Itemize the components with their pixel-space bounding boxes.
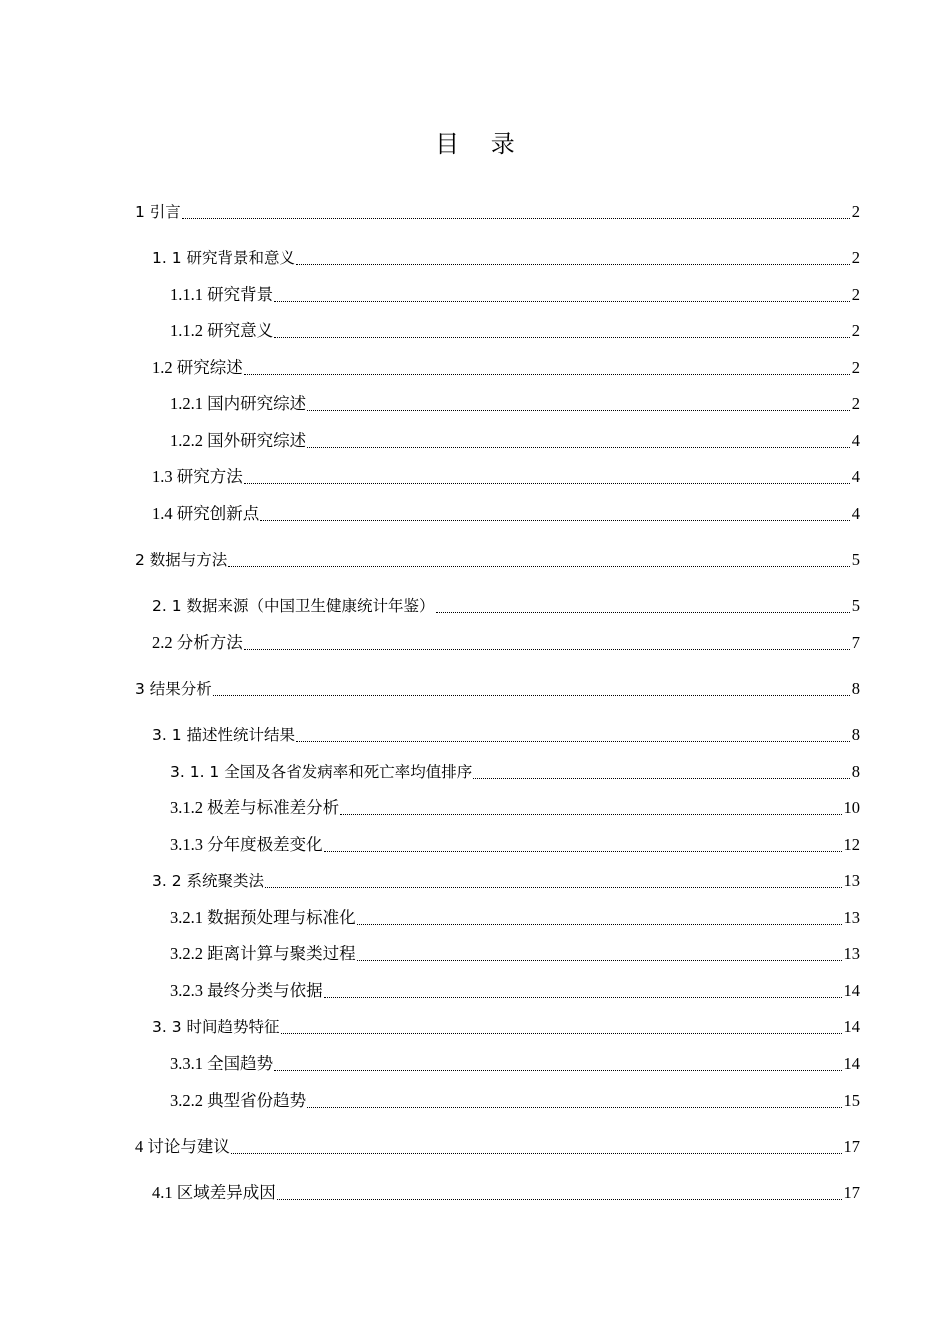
toc-entry-label: 1.1.2 研究意义 bbox=[170, 321, 274, 340]
toc-entry-3-2[interactable] bbox=[152, 869, 860, 893]
dot-leader bbox=[230, 1135, 844, 1159]
toc-entry-3-1-2[interactable] bbox=[170, 796, 860, 820]
toc-entry-3-3-2[interactable] bbox=[170, 1089, 860, 1113]
toc-entry-page: 10 bbox=[843, 798, 860, 817]
toc-entry-page: 2 bbox=[851, 248, 860, 267]
toc-entry-page: 8 bbox=[851, 679, 860, 698]
dot-leader bbox=[276, 1181, 844, 1205]
toc-entry-3-1[interactable] bbox=[152, 723, 860, 747]
toc-entry-3-1-3[interactable] bbox=[170, 833, 860, 857]
toc-entry-label: 4.1 区域差异成因 bbox=[152, 1183, 276, 1202]
dot-leader bbox=[243, 356, 852, 380]
toc-entry-page: 2 bbox=[851, 358, 860, 377]
toc-entry-page: 13 bbox=[843, 944, 860, 963]
toc-entry-label: 3.2.1 数据预处理与标准化 bbox=[170, 908, 356, 927]
dot-leader bbox=[435, 594, 852, 618]
toc-entry-chapter-4[interactable] bbox=[135, 1135, 860, 1159]
toc-entry-label: 2. 1 数据来源（中国卫生健康统计年鉴） bbox=[152, 597, 435, 615]
toc-entry-page: 8 bbox=[851, 762, 860, 781]
toc-entry-3-2-2[interactable] bbox=[170, 942, 860, 966]
dot-leader bbox=[339, 796, 843, 820]
toc-entry-page: 13 bbox=[843, 871, 860, 890]
dot-leader bbox=[212, 677, 852, 701]
dot-leader bbox=[306, 1089, 843, 1113]
toc-entry-page: 7 bbox=[851, 633, 860, 652]
dot-leader bbox=[227, 548, 851, 572]
toc-entry-page: 4 bbox=[851, 431, 860, 450]
toc-entry-page: 2 bbox=[851, 321, 860, 340]
dot-leader bbox=[243, 465, 852, 489]
toc-entry-label: 1.2 研究综述 bbox=[152, 358, 243, 377]
toc-entry-page: 5 bbox=[851, 596, 860, 615]
toc-entry-label: 3.3.1 全国趋势 bbox=[170, 1054, 274, 1073]
dot-leader bbox=[295, 723, 852, 747]
toc-entry-1-2[interactable] bbox=[152, 356, 860, 380]
toc-entry-3-3-1[interactable] bbox=[170, 1052, 860, 1076]
toc-entry-page: 14 bbox=[843, 1017, 860, 1036]
toc-entry-label: 3.1.3 分年度极差变化 bbox=[170, 835, 323, 854]
toc-entry-label: 1.2.1 国内研究综述 bbox=[170, 394, 307, 413]
toc-entry-4-1[interactable] bbox=[152, 1181, 860, 1205]
toc-entry-1-2-1[interactable] bbox=[170, 392, 860, 416]
toc-entry-label: 3 结果分析 bbox=[135, 680, 212, 698]
toc-entry-1-3[interactable] bbox=[152, 465, 860, 489]
dot-leader bbox=[273, 319, 852, 343]
toc-entry-page: 2 bbox=[851, 285, 860, 304]
toc-entry-chapter-2[interactable] bbox=[135, 548, 860, 572]
dot-leader bbox=[323, 833, 844, 857]
dot-leader bbox=[295, 246, 852, 270]
toc-entry-label: 4 讨论与建议 bbox=[135, 1137, 230, 1156]
toc-entry-page: 13 bbox=[843, 908, 860, 927]
toc-entry-label: 1. 1 研究背景和意义 bbox=[152, 249, 296, 267]
dot-leader bbox=[280, 1015, 844, 1039]
toc-entry-2-1[interactable] bbox=[152, 594, 860, 618]
toc-entry-label: 3. 1 描述性统计结果 bbox=[152, 726, 296, 744]
dot-leader bbox=[356, 942, 844, 966]
toc-title: 目 录 bbox=[435, 130, 527, 158]
toc-entry-2-2[interactable] bbox=[152, 631, 860, 655]
toc-entry-page: 2 bbox=[851, 202, 860, 221]
toc-entry-label: 1.2.2 国外研究综述 bbox=[170, 431, 307, 450]
toc-entry-3-3[interactable] bbox=[152, 1015, 860, 1039]
dot-leader bbox=[323, 979, 844, 1003]
toc-entry-label: 3.2.2 距离计算与聚类过程 bbox=[170, 944, 356, 963]
toc-entry-3-1-1[interactable] bbox=[170, 760, 860, 784]
toc-entry-page: 2 bbox=[851, 394, 860, 413]
toc-entry-1-1[interactable] bbox=[152, 246, 860, 270]
dot-leader bbox=[181, 200, 852, 224]
toc-entry-page: 4 bbox=[851, 504, 860, 523]
toc-entry-label: 3. 2 系统聚类法 bbox=[152, 872, 265, 890]
toc-entry-3-2-1[interactable] bbox=[170, 906, 860, 930]
toc-entry-page: 17 bbox=[843, 1183, 860, 1202]
toc-entry-label: 1 引言 bbox=[135, 203, 181, 221]
toc-entry-page: 12 bbox=[843, 835, 860, 854]
toc-entry-page: 17 bbox=[843, 1137, 860, 1156]
toc-entry-3-2-3[interactable] bbox=[170, 979, 860, 1003]
toc-entry-1-1-1[interactable] bbox=[170, 283, 860, 307]
toc-entry-page: 14 bbox=[843, 981, 860, 1000]
toc-entry-label: 1.4 研究创新点 bbox=[152, 504, 260, 523]
toc-entry-label: 1.3 研究方法 bbox=[152, 467, 243, 486]
toc-entry-label: 2.2 分析方法 bbox=[152, 633, 243, 652]
toc-entry-label: 3.2.2 典型省份趋势 bbox=[170, 1091, 307, 1110]
dot-leader bbox=[306, 429, 852, 453]
toc-entry-chapter-3[interactable] bbox=[135, 677, 860, 701]
dot-leader bbox=[243, 631, 852, 655]
toc-entry-page: 5 bbox=[851, 550, 860, 569]
toc-entry-chapter-1[interactable] bbox=[135, 200, 860, 224]
toc-entry-page: 8 bbox=[851, 725, 860, 744]
dot-leader bbox=[472, 760, 852, 784]
toc-entry-label: 1.1.1 研究背景 bbox=[170, 285, 274, 304]
toc-entry-1-2-2[interactable] bbox=[170, 429, 860, 453]
dot-leader bbox=[356, 906, 844, 930]
dot-leader bbox=[273, 283, 852, 307]
toc-entry-label: 3. 1. 1 全国及各省发病率和死亡率均值排序 bbox=[170, 763, 473, 781]
toc-entry-label: 2 数据与方法 bbox=[135, 551, 228, 569]
dot-leader bbox=[306, 392, 852, 416]
dot-leader bbox=[273, 1052, 843, 1076]
toc-entry-1-1-2[interactable] bbox=[170, 319, 860, 343]
dot-leader bbox=[259, 502, 852, 526]
toc-entry-label: 3.1.2 极差与标准差分析 bbox=[170, 798, 340, 817]
toc-entry-label: 3.2.3 最终分类与依据 bbox=[170, 981, 323, 1000]
toc-entry-page: 14 bbox=[843, 1054, 860, 1073]
toc-entry-label: 3. 3 时间趋势特征 bbox=[152, 1018, 280, 1036]
toc-entry-page: 15 bbox=[843, 1091, 860, 1110]
dot-leader bbox=[264, 869, 843, 893]
toc-entry-page: 4 bbox=[851, 467, 860, 486]
toc-entry-1-4[interactable] bbox=[152, 502, 860, 526]
